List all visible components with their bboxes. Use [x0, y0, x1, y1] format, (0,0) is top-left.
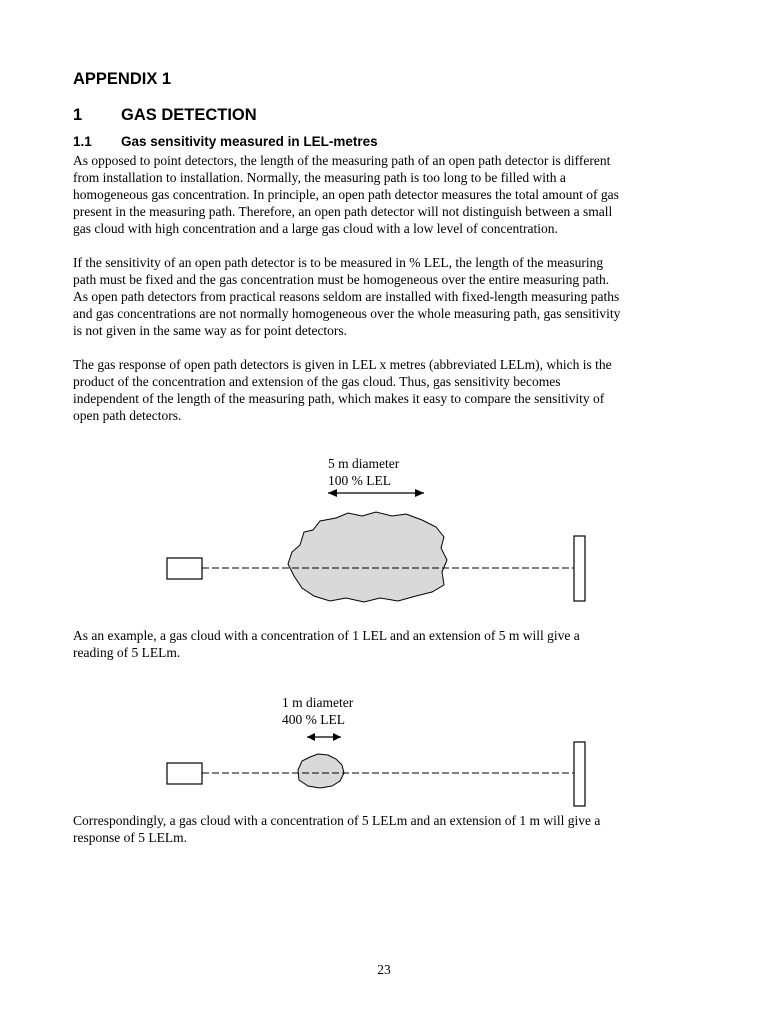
text-line: independent of the length of the measuring path, which makes it easy to compare the sensitivity of	[73, 391, 605, 406]
small-cloud-diagram-svg	[0, 728, 768, 810]
reflector-receiver	[574, 536, 585, 601]
text-line: is not given in the same way as for point detectors.	[73, 323, 348, 338]
small-gas-cloud	[298, 754, 344, 788]
appendix-title: APPENDIX 1	[73, 70, 172, 88]
text-line: The gas response of open path detectors is given in LEL x metres (abbreviated LELm), which is the	[73, 357, 612, 372]
text-line: open path detectors.	[73, 408, 182, 423]
paragraph-example	[73, 627, 713, 661]
large-gas-cloud	[288, 512, 447, 602]
text-line: from installation to installation. Normally, the measuring path is too long to be filled with a	[73, 170, 566, 185]
arrowhead-left-icon	[307, 733, 315, 741]
subsection-heading	[73, 134, 378, 149]
section-number: 1	[73, 106, 83, 124]
text-line: product of the concentration and extension of the gas cloud. Thus, gas sensitivity becomes	[73, 374, 561, 389]
small-cloud-concentration-label: 400 % LEL	[282, 712, 345, 727]
text-line: Correspondingly, a gas cloud with a concentration of 5 LELm and an extension of 1 m will give a	[73, 813, 601, 828]
large-cloud-diameter-label: 5 m diameter	[328, 456, 400, 471]
arrowhead-left-icon	[328, 489, 337, 497]
arrowhead-right-icon	[415, 489, 424, 497]
text-line: reading of 5 LELm.	[73, 645, 181, 660]
paragraph-percent-lel	[73, 254, 713, 339]
text-line: gas cloud with high concentration and a large gas cloud with a low level of concentration.	[73, 221, 558, 236]
text-line: As open path detectors from practical reasons seldom are installed with fixed-length measuring paths	[73, 289, 620, 304]
paragraph-lelm	[73, 356, 713, 424]
small-cloud-diameter-label: 1 m diameter	[282, 695, 354, 710]
detector-transmitter	[167, 763, 202, 784]
text-line: If the sensitivity of an open path detector is to be measured in % LEL, the length of the measuring	[73, 255, 604, 270]
arrowhead-right-icon	[333, 733, 341, 741]
paragraph-intro	[73, 152, 713, 237]
text-line: As opposed to point detectors, the length of the measuring path of an open path detector is different	[73, 153, 611, 168]
large-cloud-diagram	[0, 480, 768, 605]
text-line: and gas concentrations are not normally homogeneous over the whole measuring path, gas sensitivity	[73, 306, 621, 321]
section-title: GAS DETECTION	[121, 106, 257, 124]
text-line: present in the measuring path. Therefore, an open path detector will not distinguish between a small	[73, 204, 613, 219]
section-heading	[73, 106, 257, 125]
page-number: 23	[377, 962, 391, 977]
small-cloud-label	[282, 694, 353, 728]
large-cloud-concentration-label: 100 % LEL	[328, 473, 391, 488]
detector-transmitter	[167, 558, 202, 579]
large-cloud-diagram-svg	[0, 480, 768, 605]
paragraph-correspondingly	[73, 812, 713, 846]
subsection-title: Gas sensitivity measured in LEL-metres	[121, 134, 378, 149]
subsection-number: 1.1	[73, 134, 92, 149]
small-cloud-diagram	[0, 728, 768, 810]
text-line: As an example, a gas cloud with a concentration of 1 LEL and an extension of 5 m will give a	[73, 628, 580, 643]
text-line: path must be fixed and the gas concentration must be homogeneous over the entire measuring path.	[73, 272, 610, 287]
text-line: response of 5 LELm.	[73, 830, 187, 845]
text-line: homogeneous gas concentration. In principle, an open path detector measures the total amount of gas	[73, 187, 619, 202]
reflector-receiver	[574, 742, 585, 806]
